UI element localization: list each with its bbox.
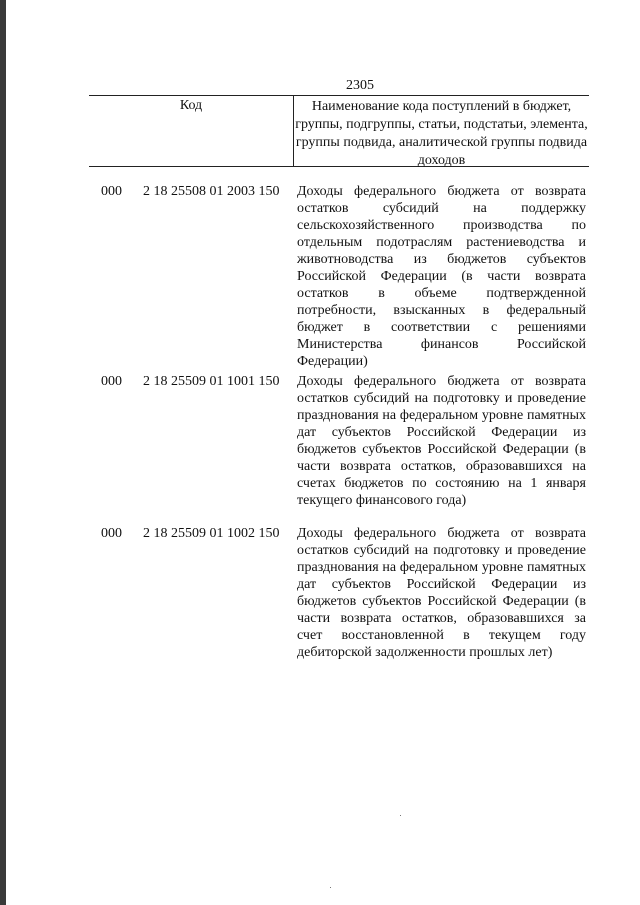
table-header bbox=[89, 95, 589, 167]
entry-description: Доходы федерального бюджета от возврата остатков субсидий на подготовку и проведение празднования на федеральном уровне памятных дат субъектов Российской Федерации из бюджетов субъектов Российской Федерации (в части возврата остатков, образовавшихся на счетах бюджетов по состоянию на 1 января текущего финансового года) bbox=[297, 374, 586, 508]
entry-admin-code: 000 bbox=[101, 184, 122, 199]
entry-description: Доходы федерального бюджета от возврата остатков субсидий на поддержку сельскохозяйственного производства по отдельным подотраслям растениеводства и животноводства из бюджетов субъектов Российской Федерации (в части возврата остатков в объеме подтвержденной потребности, взысканных в федеральный бюджет в соответствии с решениями Министерства финансов Российской Федерации) bbox=[297, 184, 586, 369]
entries-list bbox=[0, 183, 640, 695]
page-number: 2305 bbox=[346, 78, 374, 93]
entry-admin-code: 000 bbox=[101, 374, 122, 389]
entry-classification-code: 2 18 25509 01 1002 150 bbox=[143, 526, 280, 541]
entry-admin-code: 000 bbox=[101, 526, 122, 541]
header-code-label: Код bbox=[89, 96, 294, 166]
table-row bbox=[0, 525, 640, 695]
table-row bbox=[0, 183, 640, 373]
entry-classification-code: 2 18 25508 01 2003 150 bbox=[143, 184, 280, 199]
entry-description: Доходы федерального бюджета от возврата остатков субсидий на подготовку и проведение празднования на федеральном уровне памятных дат субъектов Российской Федерации из бюджетов субъектов Российской Федерации (в части возврата остатков, образовавшихся за счет восстановленной в текущем году дебиторской задолженности прошлых лет) bbox=[297, 526, 586, 660]
table-row bbox=[0, 373, 640, 525]
header-name-label: Наименование кода поступлений в бюджет, группы, подгруппы, статьи, подстатьи, элемента, группы подвида, аналитической группы подвида доходов bbox=[295, 99, 588, 168]
entry-classification-code: 2 18 25509 01 1001 150 bbox=[143, 374, 280, 389]
scan-speck bbox=[330, 887, 331, 888]
scan-speck bbox=[400, 815, 401, 816]
